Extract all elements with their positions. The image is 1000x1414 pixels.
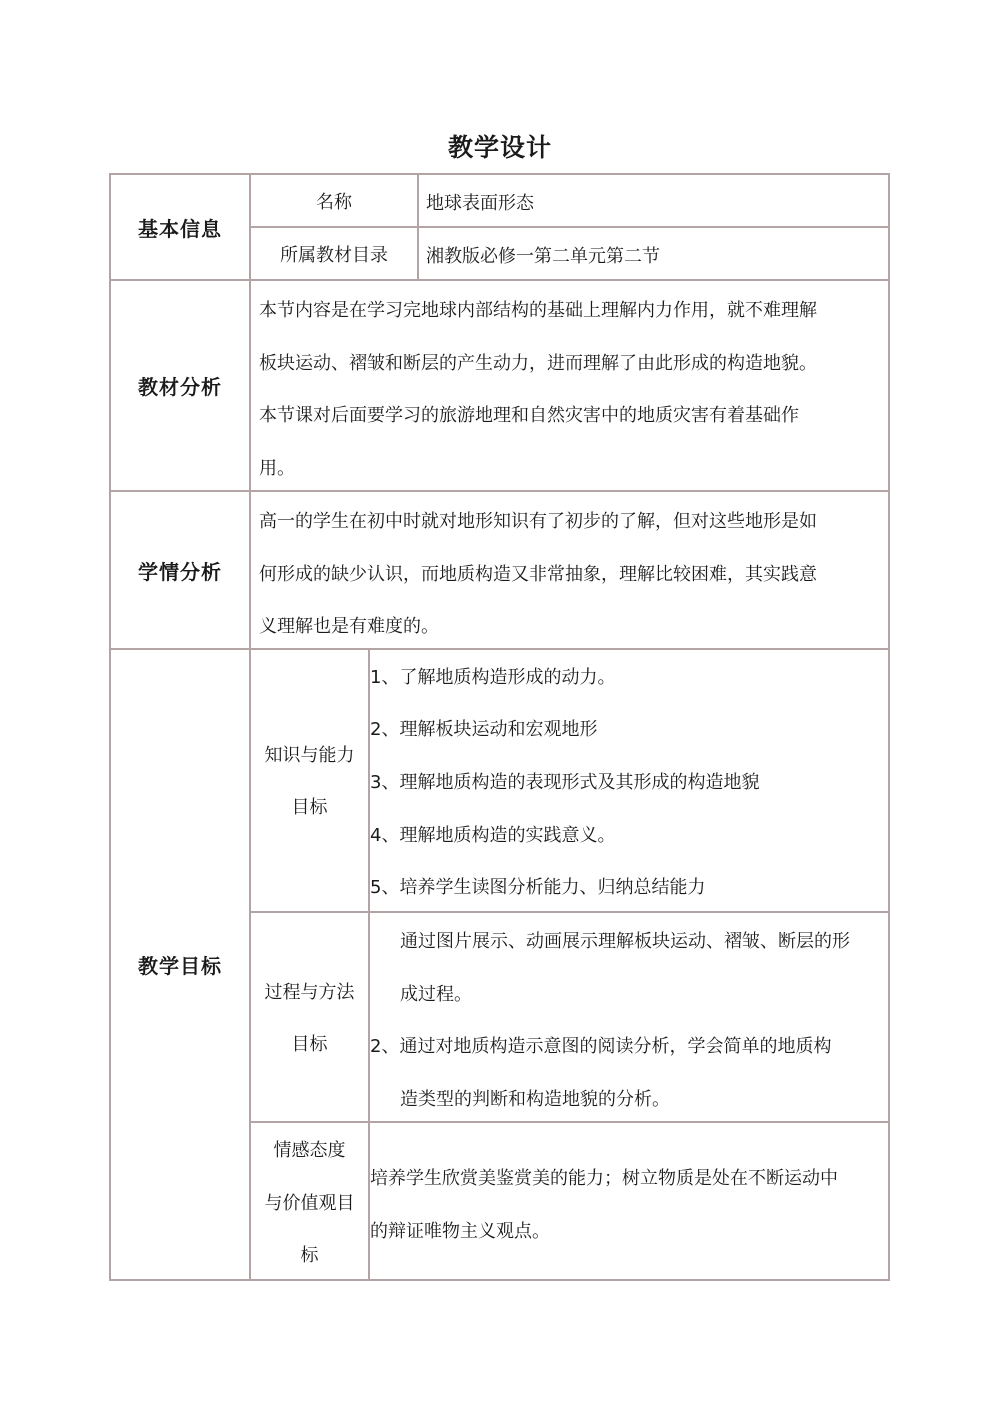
text-line: 高一的学生在初中时就对地形知识有了初步的了解，但对这些地形是如 [259,511,817,532]
text-line: 的辩证唯物主义观点。 [370,1221,550,1242]
label-line: 过程与方法 [264,982,355,1003]
text-line: 板块运动、褶皱和断层的产生动力，进而理解了由此形成的构造地貌。 [259,353,817,374]
goal-item: 4、理解地质构造的实践意义。 [370,825,616,846]
catalog-label: 所属教材目录 [280,244,388,266]
goal-item: 1、了解地质构造形成的动力。 [370,667,616,688]
text-line: 成过程。 [400,984,472,1005]
text-line: 培养学生欣赏美鉴赏美的能力；树立物质是处在不断运动中 [370,1168,838,1189]
text-line: 通过图片展示、动画展示理解板块运动、褶皱、断层的形 [400,931,850,952]
teaching-goals-header: 教学目标 [138,954,222,978]
table-border [249,1121,890,1123]
catalog-value: 湘教版必修一第二单元第二节 [426,246,660,267]
table-border [249,173,251,1281]
goal-item: 2、理解板块运动和宏观地形 [370,719,598,740]
goal-item: 3、理解地质构造的表现形式及其形成的构造地貌 [370,772,760,793]
name-label: 名称 [316,191,352,213]
name-value: 地球表面形态 [426,193,534,214]
label-line: 标 [300,1245,319,1266]
table-border [888,173,890,1281]
goal-item: 5、培养学生读图分析能力、归纳总结能力 [370,877,706,898]
basic-info-header: 基本信息 [138,216,222,241]
text-line: 何形成的缺少认识，而地质构造又非常抽象，理解比较困难，其实践意 [259,564,817,585]
table-border [249,911,890,913]
text-line: 义理解也是有难度的。 [259,616,439,637]
document-title: 教学设计 [447,133,552,162]
table-border [417,173,419,281]
label-line: 情感态度 [273,1140,346,1161]
text-line: 用。 [259,458,295,479]
label-line: 与价值观目 [264,1193,355,1214]
student-analysis-header: 学情分析 [138,559,222,584]
text-line: 本节内容是在学习完地球内部结构的基础上理解内力作用，就不难理解 [259,300,817,321]
text-line: 本节课对后面要学习的旅游地理和自然灾害中的地质灾害有着基础作 [259,405,799,426]
text-line: 造类型的判断和构造地貌的分析。 [400,1089,670,1110]
text-line: 2、通过对地质构造示意图的阅读分析，学会简单的地质构 [370,1036,832,1057]
textbook-analysis-header: 教材分析 [138,375,222,399]
label-line: 目标 [291,797,328,818]
label-line: 知识与能力 [264,745,355,766]
table-border [109,1279,890,1281]
label-line: 目标 [291,1034,328,1055]
